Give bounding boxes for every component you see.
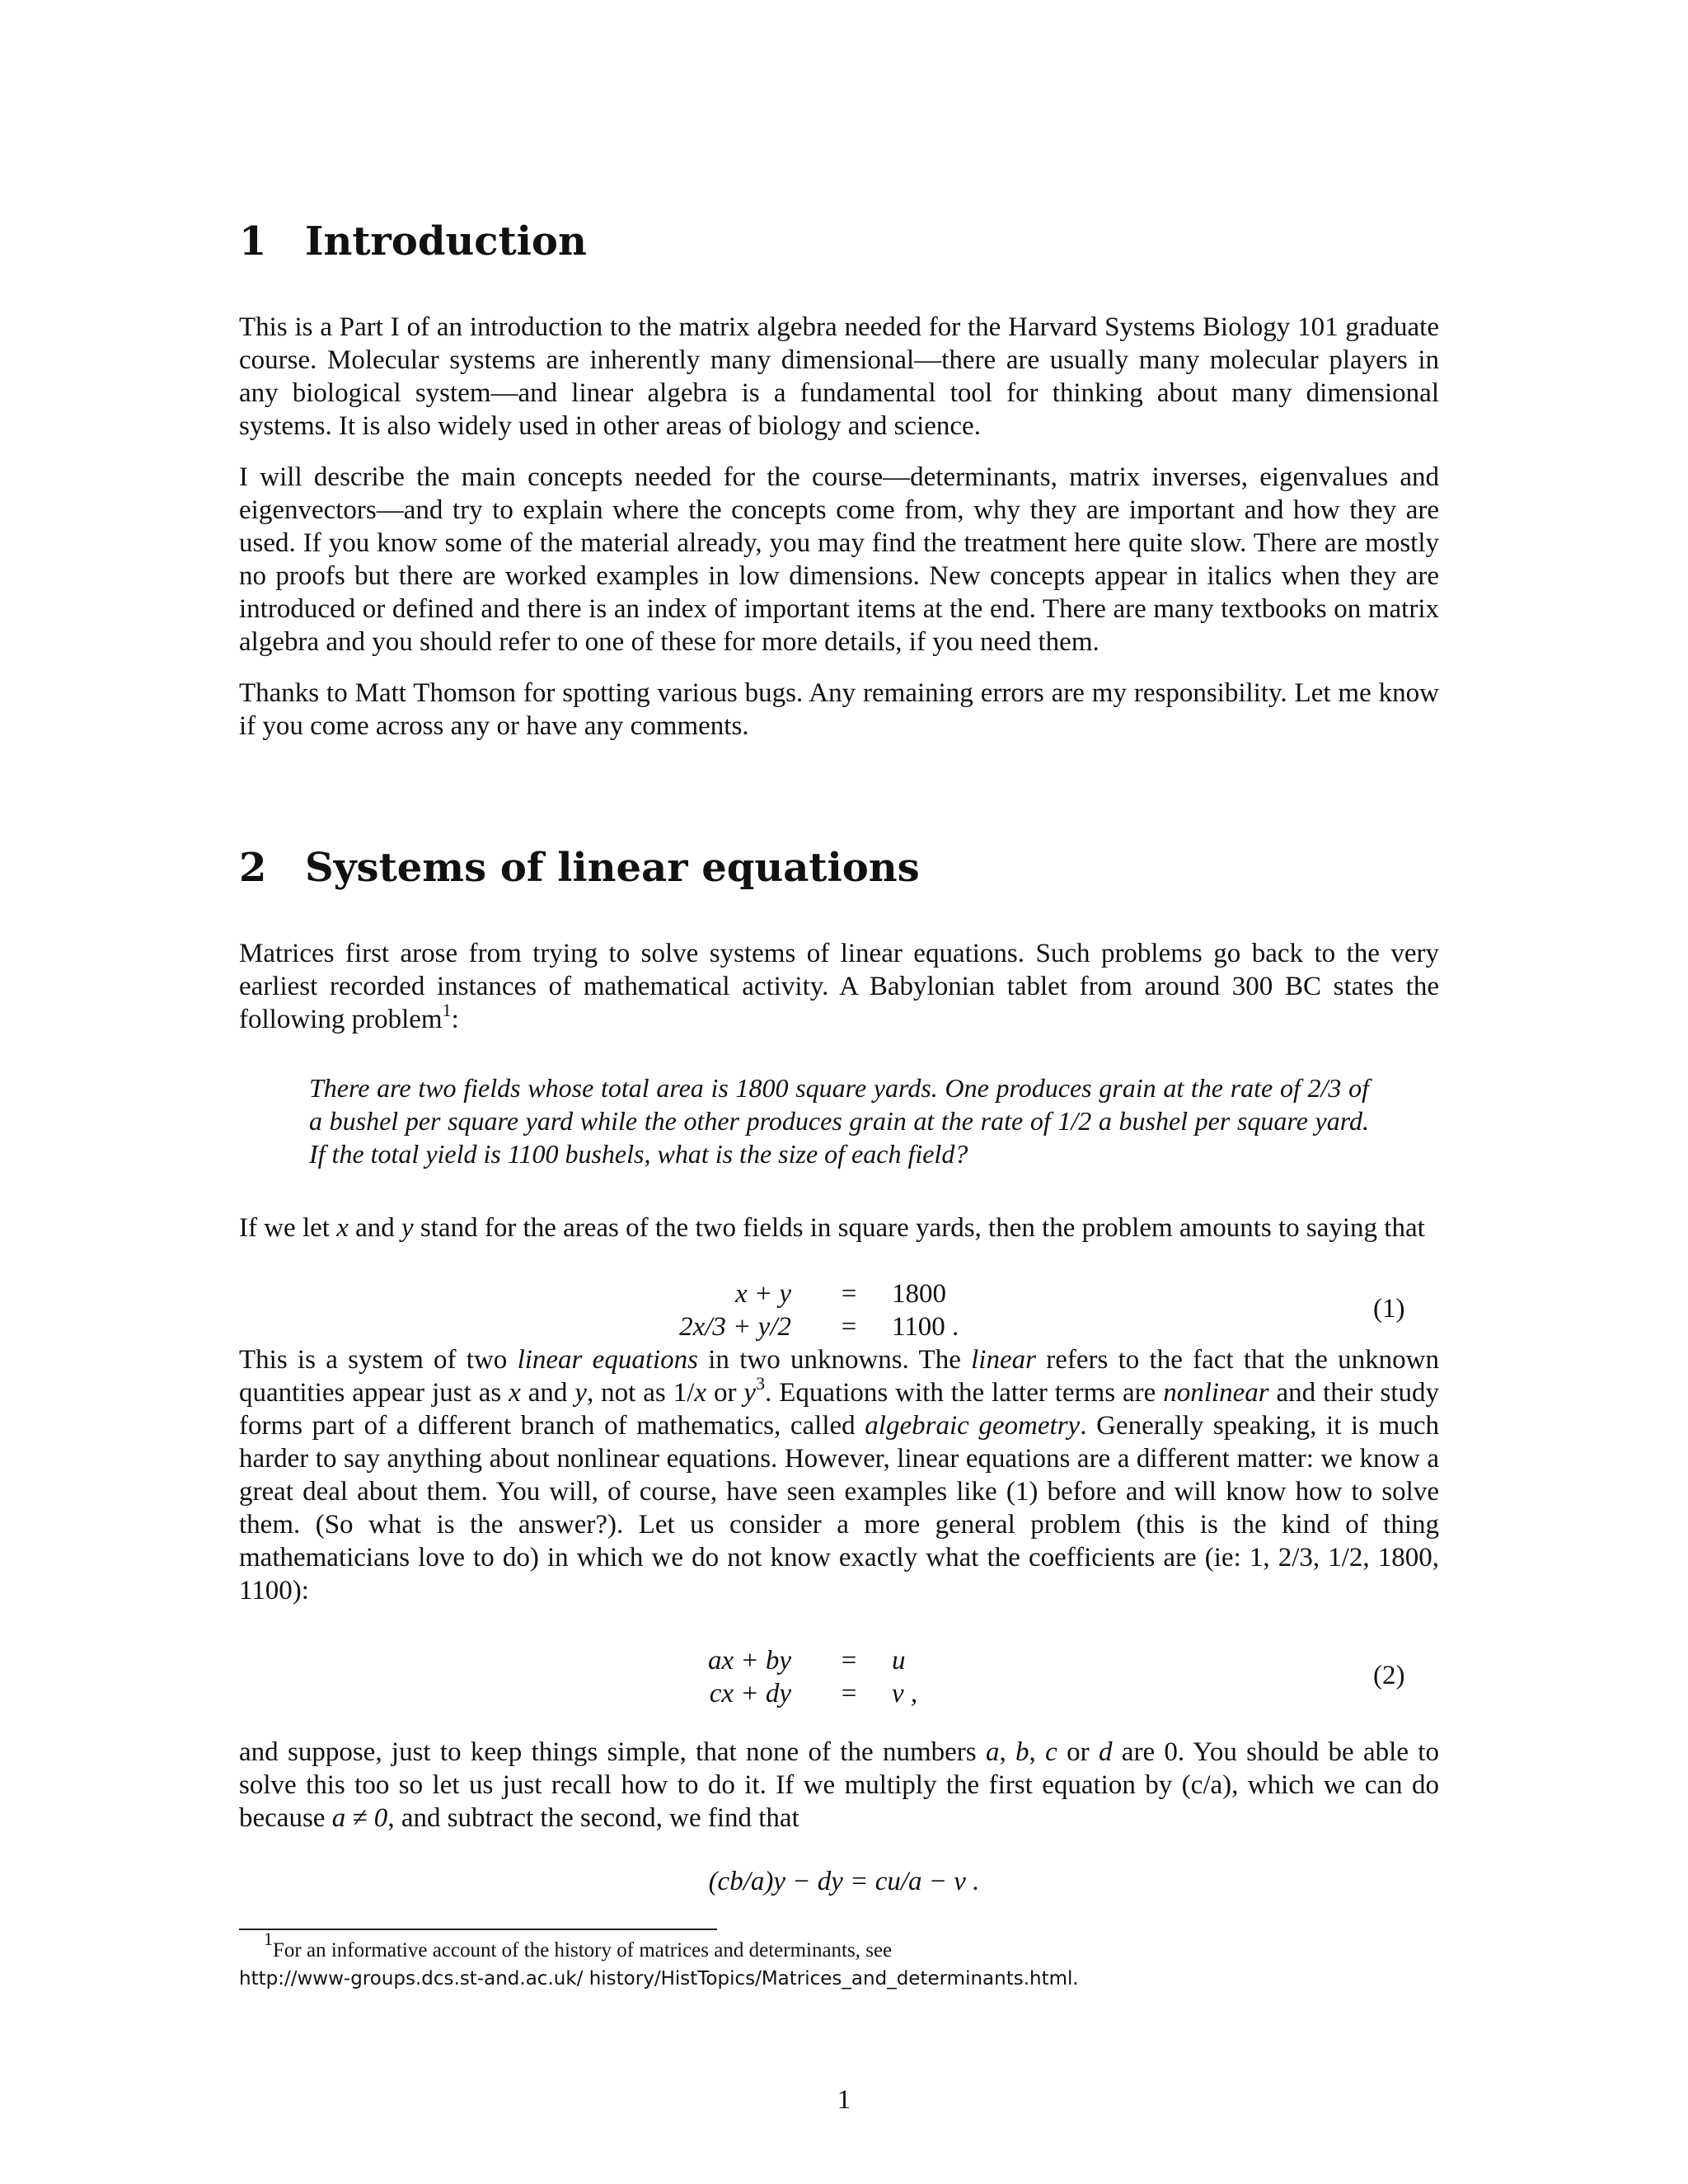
equation-row <box>676 1677 1006 1710</box>
page-number: 1 <box>837 2085 851 2115</box>
text: and <box>348 1213 402 1243</box>
equation-relation: = <box>841 1646 857 1675</box>
var-y: y <box>743 1378 757 1408</box>
intro-paragraph-1: This is a Part I of an introduction to the matrix algebra needed for the Harvard Systems Biology 101 graduate course. Molecular systems are inherently many dimensional—there are usually many molecular players in any biological system—and linear algebra is a fundamental tool for thinking about many dimensional systems. It is also widely used in other areas of biology and science. <box>239 312 1439 441</box>
section-1-body <box>239 311 1439 743</box>
equation-lhs: x + y <box>734 1279 791 1309</box>
footnote-ref: 1 <box>442 1000 452 1020</box>
equation-row <box>676 1644 1006 1677</box>
text: . Generally speaking, it is much harder to say anything about nonlinear equations. However, linear equations are a different matter: we know a great deal about them. You will, of course, have seen examples like (1) before and will know how to solve them. (So what is the answer?). Let us consider a more general problem (this is the kind of thing mathematicians love to do) in which we do not know exactly what the coefficients are (ie: 1, 2/3, 1/2, 1800, 1100): <box>239 1411 1439 1605</box>
text: If we let <box>239 1213 337 1243</box>
equation-1-label: (1) <box>1373 1294 1405 1324</box>
text: in two unknowns. The <box>698 1345 972 1375</box>
equation-row <box>676 1277 1006 1310</box>
var-y: y <box>401 1213 414 1243</box>
text: . Equations with the latter terms are <box>765 1378 1164 1408</box>
equation-3: (cb/a)y − dy = cu/a − v . <box>708 1867 980 1896</box>
babylonian-quote: There are two fields whose total area is 1800 square yards. One produces grain at the rate of 2/3 of a bushel per square yard while the other produces grain at the rate of 1/2 a bushel per square yard. If the total yield is 1100 bushels, what is the size of each field? <box>309 1073 1369 1169</box>
var-b: b <box>1015 1737 1029 1767</box>
var-a: a <box>985 1737 1000 1767</box>
equation-2 <box>676 1644 1006 1710</box>
intro-text: Matrices first arose from trying to solve systems of linear equations. Such problems go back to the very earliest recorded instances of mathematical activity. A Babylonian tablet from around 300 BC states the following problem <box>239 939 1439 1034</box>
equation-relation: = <box>841 1312 857 1342</box>
var-x: x <box>509 1378 521 1408</box>
equation-row <box>676 1310 1006 1343</box>
equation-1 <box>676 1277 1006 1343</box>
text: , <box>999 1737 1016 1767</box>
section-2-intro <box>239 937 1439 1036</box>
footnote-mark: 1 <box>264 1929 273 1949</box>
paragraph-suppose <box>239 1736 1439 1835</box>
intro-end: : <box>451 1005 459 1034</box>
var-x: x <box>336 1213 349 1243</box>
equation-lhs: cx + dy <box>709 1679 791 1708</box>
equation-relation: = <box>841 1279 857 1309</box>
var-d: d <box>1098 1737 1113 1767</box>
text: , not as 1/ <box>587 1378 695 1408</box>
equation-relation: = <box>841 1679 857 1708</box>
condition: a ≠ 0 <box>331 1803 388 1833</box>
text: or <box>1057 1737 1099 1767</box>
intro-paragraph-3: Thanks to Matt Thomson for spotting various bugs. Any remaining errors are my responsibility. Let me know if you come across any or have any comments. <box>239 678 1439 741</box>
text: This is a system of two <box>239 1345 518 1375</box>
exponent: 3 <box>756 1373 766 1394</box>
section-title: Systems of linear equations <box>305 845 920 891</box>
var-c: c <box>1045 1737 1057 1767</box>
section-1-heading <box>239 218 1439 265</box>
section-2-heading <box>239 845 1439 891</box>
text: refers to the fact that the unknown quantities appear just as <box>239 1345 1439 1408</box>
footnote-rule <box>239 1929 717 1930</box>
text: are 0. You should be able to solve this too so let us just recall how to do it. If we multiply the first equation by (c/a), which we can do because <box>239 1737 1439 1833</box>
section-number: 1 <box>239 218 267 265</box>
equation-lhs: ax + by <box>707 1646 791 1675</box>
footnote <box>239 1929 1439 1993</box>
paragraph-system <box>239 1343 1439 1607</box>
term-nonlinear: nonlinear <box>1163 1378 1269 1408</box>
equation-rhs: 1100 . <box>892 1312 959 1342</box>
equation-rhs: 1800 <box>892 1279 946 1309</box>
section-number: 2 <box>239 845 267 891</box>
term-linear-equations: linear equations <box>517 1345 698 1375</box>
text: , <box>1029 1737 1046 1767</box>
equation-rhs: u <box>892 1646 906 1675</box>
footnote-text: For an informative account of the history of matrices and determinants, see <box>273 1939 893 1961</box>
intro-paragraph-2: I will describe the main concepts needed for the course—determinants, matrix inverses, eigenvalues and eigenvectors—and try to explain where the concepts come from, why they are important and how they are used. If you know some of the material already, you may find the treatment here quite slow. There are mostly no proofs but there are worked examples in low dimensions. New concepts appear in italics when they are introduced or defined and there is an index of important items at the end. There are many textbooks on matrix algebra and you should refer to one of these for more details, if you need them. <box>239 462 1439 657</box>
term-linear: linear <box>971 1345 1036 1375</box>
term-algebraic-geometry: algebraic geometry <box>865 1411 1081 1441</box>
var-y: y <box>574 1378 587 1408</box>
paragraph-let <box>239 1212 1439 1244</box>
equation-lhs: 2x/3 + y/2 <box>679 1312 791 1342</box>
text: , and subtract the second, we find that <box>387 1803 799 1833</box>
text: and suppose, just to keep things simple, that none of the numbers <box>239 1737 986 1767</box>
text: and their study forms part of a different branch of mathematics, called <box>239 1378 1439 1441</box>
footnote-url[interactable]: http://www-groups.dcs.st-and.ac.uk/ history/HistTopics/Matrices_and_determinants.html. <box>239 1968 1079 1990</box>
text: or <box>706 1378 744 1408</box>
equation-rhs: v , <box>892 1679 918 1708</box>
equation-2-label: (2) <box>1373 1661 1405 1690</box>
section-title: Introduction <box>305 218 587 265</box>
text: and <box>520 1378 575 1408</box>
var-x: x <box>694 1378 707 1408</box>
text: stand for the areas of the two fields in square yards, then the problem amounts to saying that <box>413 1213 1425 1243</box>
